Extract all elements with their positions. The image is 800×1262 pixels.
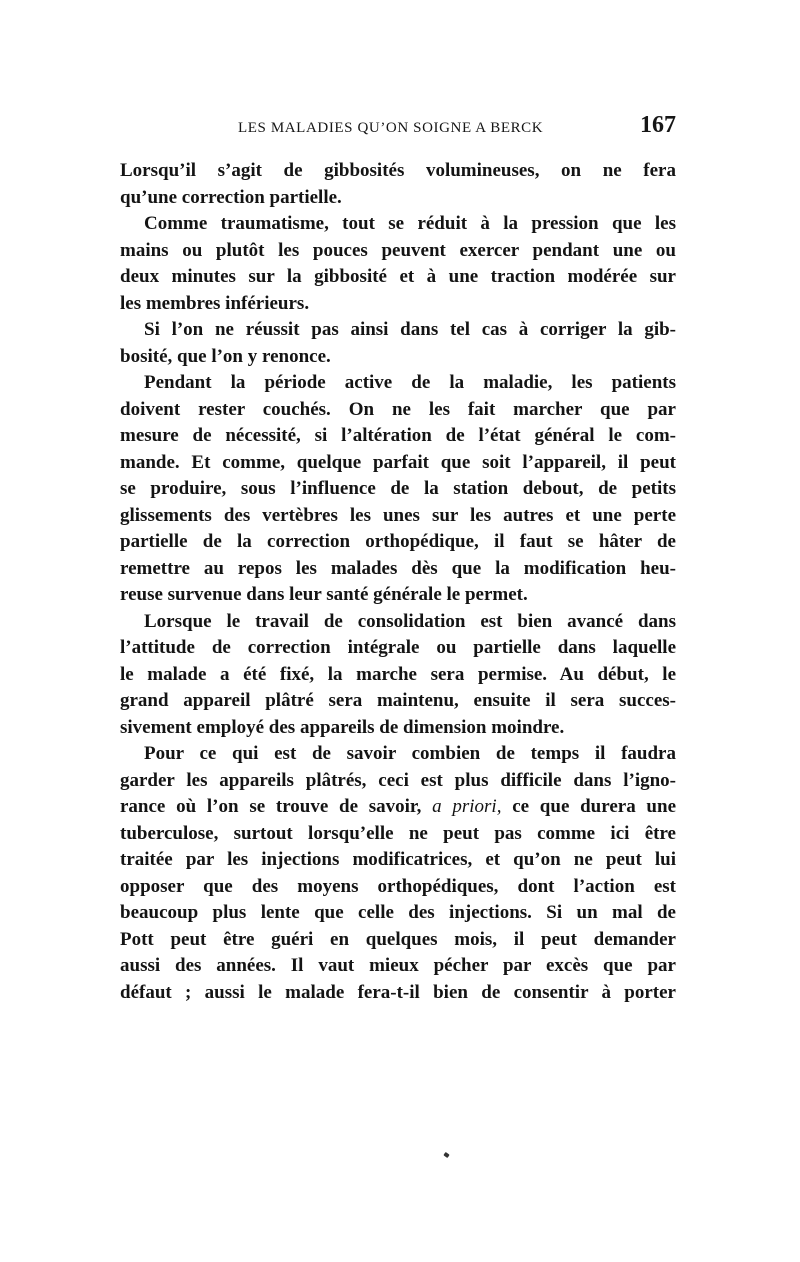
text-line: Comme traumatisme, tout se réduit à la pression que les bbox=[144, 213, 676, 234]
text-line: bosité, que l’on y renonce. bbox=[120, 345, 331, 367]
text-segment: rance où l’on se trouve de savoir, bbox=[120, 796, 433, 817]
page-number: 167 bbox=[640, 112, 676, 138]
text-line: deux minutes sur la gibbosité et à une traction modérée sur bbox=[120, 266, 676, 287]
text-line: garder les appareils plâtrés, ceci est plus difficile dans l’igno- bbox=[120, 769, 676, 791]
text-segment: ce que durera une bbox=[501, 796, 677, 817]
text-line: Lorsqu’il s’agit de gibbosités volumineuses, on ne fera bbox=[120, 160, 676, 181]
italic-phrase: a priori, bbox=[432, 796, 502, 817]
text-line: mande. Et comme, quelque parfait que soit l’appareil, il peut bbox=[120, 451, 676, 473]
text-line: beaucoup plus lente que celle des injections. Si un mal de bbox=[120, 902, 676, 923]
text-line: le malade a été fixé, la marche sera permise. Au début, le bbox=[120, 663, 676, 685]
text-line: doivent rester couchés. On ne les fait marcher que par bbox=[120, 398, 676, 420]
text-line: remettre au repos les malades dès que la modification heu- bbox=[120, 557, 676, 579]
text-line: Lorsque le travail de consolidation est bien avancé dans bbox=[144, 610, 676, 632]
page-header bbox=[120, 112, 676, 142]
text-line: l’attitude de correction intégrale ou partielle dans laquelle bbox=[120, 637, 676, 658]
text-line: Pendant la période active de la maladie, les patients bbox=[144, 372, 676, 393]
text-line: Pour ce qui est de savoir combien de temps il faudra bbox=[144, 743, 676, 764]
text-line: aussi des années. Il vaut mieux pécher par excès que par bbox=[120, 955, 676, 976]
text-line: glissements des vertèbres les unes sur les autres et une perte bbox=[120, 504, 676, 526]
text-line: Si l’on ne réussit pas ainsi dans tel cas à corriger la gib- bbox=[144, 319, 676, 340]
text-line: défaut ; aussi le malade fera-t-il bien de consentir à porter bbox=[120, 981, 676, 1003]
text-line: partielle de la correction orthopédique, il faut se hâter de bbox=[120, 531, 676, 552]
text-line: mains ou plutôt les pouces peuvent exercer pendant une ou bbox=[120, 239, 676, 261]
text-line: sivement employé des appareils de dimension moindre. bbox=[120, 716, 565, 738]
text-line: tuberculose, surtout lorsqu’elle ne peut pas comme ici être bbox=[120, 822, 676, 844]
text-line: Pott peut être guéri en quelques mois, il peut demander bbox=[120, 928, 676, 950]
body-text bbox=[120, 158, 676, 1006]
text-line: reuse survenue dans leur santé générale le permet. bbox=[120, 584, 528, 605]
text-line: traitée par les injections modificatrices, et qu’on ne peut lui bbox=[120, 849, 676, 870]
text-line: les membres inférieurs. bbox=[120, 292, 310, 314]
ink-speck bbox=[443, 1152, 449, 1158]
running-title: LES MALADIES QU’ON SOIGNE A BERCK bbox=[238, 120, 544, 136]
text-line: se produire, sous l’influence de la station debout, de petits bbox=[120, 478, 676, 499]
text-line-with-italic bbox=[120, 794, 676, 821]
text-line: mesure de nécessité, si l’altération de l’état général le com- bbox=[120, 425, 676, 446]
text-line: opposer que des moyens orthopédiques, dont l’action est bbox=[120, 875, 676, 897]
text-line: grand appareil plâtré sera maintenu, ensuite il sera succes- bbox=[120, 690, 676, 711]
text-line: qu’une correction partielle. bbox=[120, 186, 342, 208]
